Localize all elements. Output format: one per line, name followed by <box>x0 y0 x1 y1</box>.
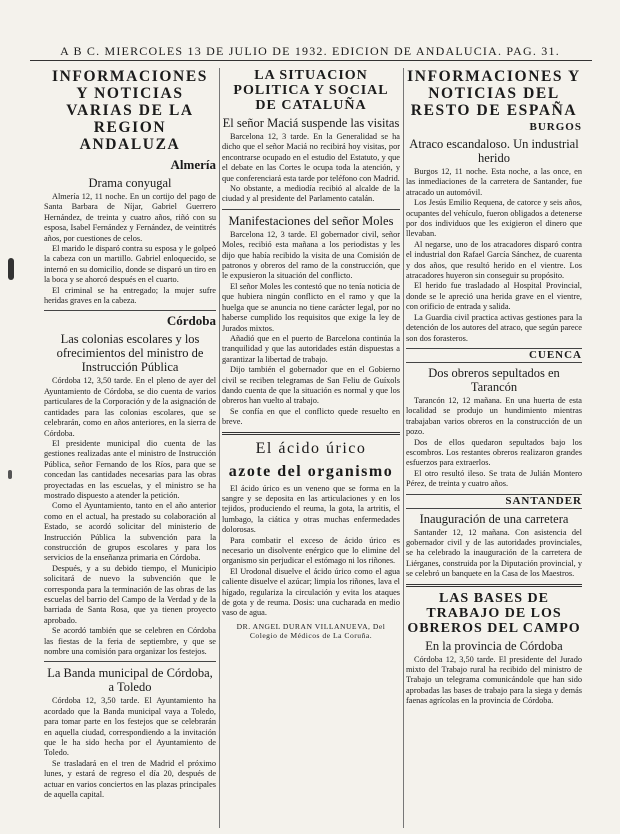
column-divider <box>219 68 220 828</box>
masthead-rule <box>30 60 592 61</box>
article-headline: Dos obreros sepultados en Tarancón <box>428 365 560 394</box>
article-text: Burgos 12, 11 noche. Esta noche, a las once, en las inmediaciones de la carretera de Santander, fue atracado un automóvil. <box>406 167 582 197</box>
section-title: LAS BASES DE TRABAJO DE LOS OBREROS DEL CAMPO <box>407 590 581 636</box>
section-title: LA SITUACION POLITICA Y SOCIAL DE CATALUÑA <box>233 68 389 113</box>
column-divider <box>403 68 404 828</box>
article-text: El otro resultó ileso. Se trata de Julián Montero Pérez, de treinta y cuatro años. <box>406 468 582 489</box>
article-text: El herido fue trasladado al Hospital Provincial, donde se le apreció una herida grave en el vientre, con orificio de entrada y salida. <box>406 281 582 312</box>
article-text: Al negarse, uno de los atracadores disparó contra el industrial don Rafael García Sánchez, de cuarenta y dos años, que resultó herido en el vientre. Los atracadores huyeron sin conseguir su propósito. <box>406 239 582 281</box>
ad-text: El Urodonal disuelve el ácido úrico como el agua caliente disuelve el azúcar; limpia los riñones, lava el hígado, regulariza la circulación y evita los ataques de gota y de reuma. Dosis: una cucharada en medio vaso de agua. <box>222 566 400 618</box>
article-text: El señor Moles les contestó que no tenía noticia de que hubiera ningún conflicto en el ramo y que la huelga que se anuncia no tiene carácter legal, por no haberse cumplido los requisitos que exige la ley de Jurados mixtos. <box>222 281 400 333</box>
divider <box>222 432 400 435</box>
article-headline: Atraco escandaloso. Un industrial herido <box>409 137 579 165</box>
article-text: El criminal se ha entregado; la mujer sufre heridas graves en la cabeza. <box>44 285 216 306</box>
article-text: Los Jesús Emilio Requena, de catorce y seis años, ocupantes del vehículo, fueron obligados a detenerse por dos individuos que les exigieron el dinero que llevaban. <box>406 198 582 239</box>
article-text: La Guardia civil practica activas gestiones para la detención de los autores del atraco, que según parece son dos forasteros. <box>406 312 582 343</box>
place-santander: SANTANDER <box>406 494 582 509</box>
section-title: INFORMACIONES Y NOTICIAS VARIAS DE LA REGION ANDALUZA <box>51 68 208 153</box>
article-text: Córdoba 12, 3,50 tarde. El presidente del Jurado mixto del Trabajo rural ha recibido del ministro de Trabajo un telegrama comunicándole que han sido aprobadas las bases de trabajo para la siega y demás faenas agrícolas en la provincia de Córdoba. <box>406 654 582 706</box>
article-text: Se confía en que el conflicto quede resuelto en breve. <box>222 406 400 427</box>
article-text: Dos de ellos quedaron sepultados bajo los escombros. Los restantes obreros realizaron grandes esfuerzos para extraerlos. <box>406 437 582 468</box>
ad-subheadline: azote del organismo <box>228 462 394 480</box>
article-headline: Las colonias escolares y los ofrecimientos del ministro de Instrucción Pública <box>56 332 204 375</box>
ad-signature: DR. ANGEL DURAN VILLANUEVA, Del Colegio de Médicos de La Coruña. <box>236 621 386 640</box>
article-text: Córdoba 12, 3,50 tarde. En el pleno de ayer del Ayuntamiento de Córdoba, se dio cuenta de varios particulares de la Corporación y de la asignación de cantidades para las colonias escolares, que se celebrarán, como en años anteriores, en la sierra de Córdoba. <box>44 376 216 438</box>
ink-blot <box>8 470 12 479</box>
column-regional <box>44 68 216 824</box>
article-text: Añadió que en el puerto de Barcelona continúa la tranquilidad y que las autoridades están dispuestas a garantizar la libertad de trabajo. <box>222 333 400 364</box>
article-headline: La Banda municipal de Córdoba, a Toledo <box>47 666 213 695</box>
masthead: A B C. MIERCOLES 13 DE JULIO DE 1932. EDICION DE ANDALUCIA. PAG. 31. <box>60 44 560 58</box>
article-text: Tarancón 12, 12 mañana. En una huerta de esta localidad se produjo un hundimiento mientras trabajaban varios obreros en la construcción de un pozo. <box>406 395 582 437</box>
divider <box>406 584 582 587</box>
article-headline: En la provincia de Córdoba <box>425 638 563 653</box>
column-spain <box>406 68 582 824</box>
article-text: Dijo también el gobernador que en el Gobierno civil se reciben telegramas de San Feliu de Guíxols dando cuenta de que la situación es normal y que los obreros han vuelto al trabajo. <box>222 365 400 406</box>
ink-blot <box>8 258 14 280</box>
place-burgos: BURGOS <box>529 121 582 133</box>
article-text: El marido le disparó contra su esposa y le golpeó la cabeza con un martillo. Gabriel enloquecido, se internó en su domicilio, donde se disparó un tiro en la boca y se ahorcó después en el cuarto. <box>44 244 216 285</box>
ad-text: Para combatir el exceso de ácido úrico es necesario un disolvente enérgico que lo elimine del organismo sin perjudicar el estómago ni los riñones. <box>222 535 400 566</box>
article-text: El presidente municipal dio cuenta de las gestiones realizadas ante el ministro de Instrucción Pública, señor Fernando de los Ríos, para que se concedan las cantidades necesarias para las obras proyectadas en las escuelas, y el ministro se ha mostrado dispuesto a atender la petición. <box>44 438 216 500</box>
place-cordoba: Córdoba <box>44 310 216 329</box>
article-text: Se acordó también que se celebren en Córdoba las fiestas de la feria de septiembre, y que se nombre una comisión para organizar los festejos. <box>44 626 216 657</box>
article-headline: Inauguración de una carretera <box>419 511 569 526</box>
article-text: Después, y a su debido tiempo, el Municipio solicitará de nuevo la subvención que le corresponda para la terminación de las obras de las escuelas del barrio del Campo de la Verdad y de la barriada de Santa Rosa, que ya tienen proyecto aprobado. <box>44 563 216 625</box>
article-headline: Drama conyugal <box>88 176 172 190</box>
article-text: Santander 12, 12 mañana. Con asistencia del gobernador civil y de las autoridades provinciales, se ha celebrado la inauguración de la carretera de Liérganes, construida por la Diputación provincial, y se celebró un banquete en la Casa de los Maestros. <box>406 527 582 579</box>
article-text: Almería 12, 11 noche. En un cortijo del pago de Santa Barbara de Níjar, Gabriel Guerrero Hernández, de treinta y cuatro años, riñó con su esposa, Isabel Fernández y Fernández, de veintitrés años, por cuestiones de celos. <box>44 192 216 243</box>
section-title: INFORMACIONES Y NOTICIAS DEL RESTO DE ESPAÑA <box>407 68 581 119</box>
article-text: Como el Ayuntamiento, tanto en el año anterior como en el actual, ha prestado su colaboración al Estado, se acordó solicitar del ministerio de Instrucción Pública la subvención para la construcción de grupos escolares y para los servicios de la enseñanza primaria en Córdoba. <box>44 501 216 563</box>
article-headline: Manifestaciones del señor Moles <box>228 213 394 228</box>
column-cataluna <box>222 68 400 824</box>
ad-text: El ácido úrico es un veneno que se forma en la sangre y se deposita en las articulaciones y en los tejidos, produciendo el reuma, la gota, la artritis, el lumbago, la ciática y otras muchas enfermedades dolorosas. <box>222 483 400 535</box>
article-text: Córdoba 12, 3,50 tarde. El Ayuntamiento ha acordado que la Banda municipal vaya a Toledo, para tomar parte en los festejos que se celebrarán en aquella ciudad, correspondiendo a la invitación que le ha sido hecha por el Ayuntamiento de Toledo. <box>44 696 216 758</box>
ad-headline: El ácido úrico <box>255 439 367 457</box>
article-text: Se trasladará en el tren de Madrid el próximo lunes, y estará de regreso el día 20, después de actuar en varios conciertos en las plazas principales de aquella capital. <box>44 758 216 800</box>
place-cuenca: CUENCA <box>406 348 582 363</box>
divider <box>44 661 216 662</box>
article-text: No obstante, a mediodía recibió al alcalde de la ciudad y al presidente del Parlamento catalán. <box>222 184 400 204</box>
article-headline: El señor Maciá suspende las visitas <box>222 116 400 130</box>
place-almeria: Almería <box>170 157 216 172</box>
article-text: Barcelona 12, 3 tarde. En la Generalidad se ha dicho que el señor Maciá no recibirá hoy visitas, por encontrarse ocupado en el estudio del Estatuto, y que el debate en las Cortes le ocupa toda la atención, y que conferenciará esta tarde por teléfono con Madrid. <box>222 132 400 183</box>
divider <box>222 209 400 210</box>
article-text: Barcelona 12, 3 tarde. El gobernador civil, señor Moles, recibió esta mañana a los periodistas y les dijo que había recibido la visita de una Comisión de patronos y obreros del ramo de la construcción, que le expusieron la situación del conflicto. <box>222 229 400 281</box>
